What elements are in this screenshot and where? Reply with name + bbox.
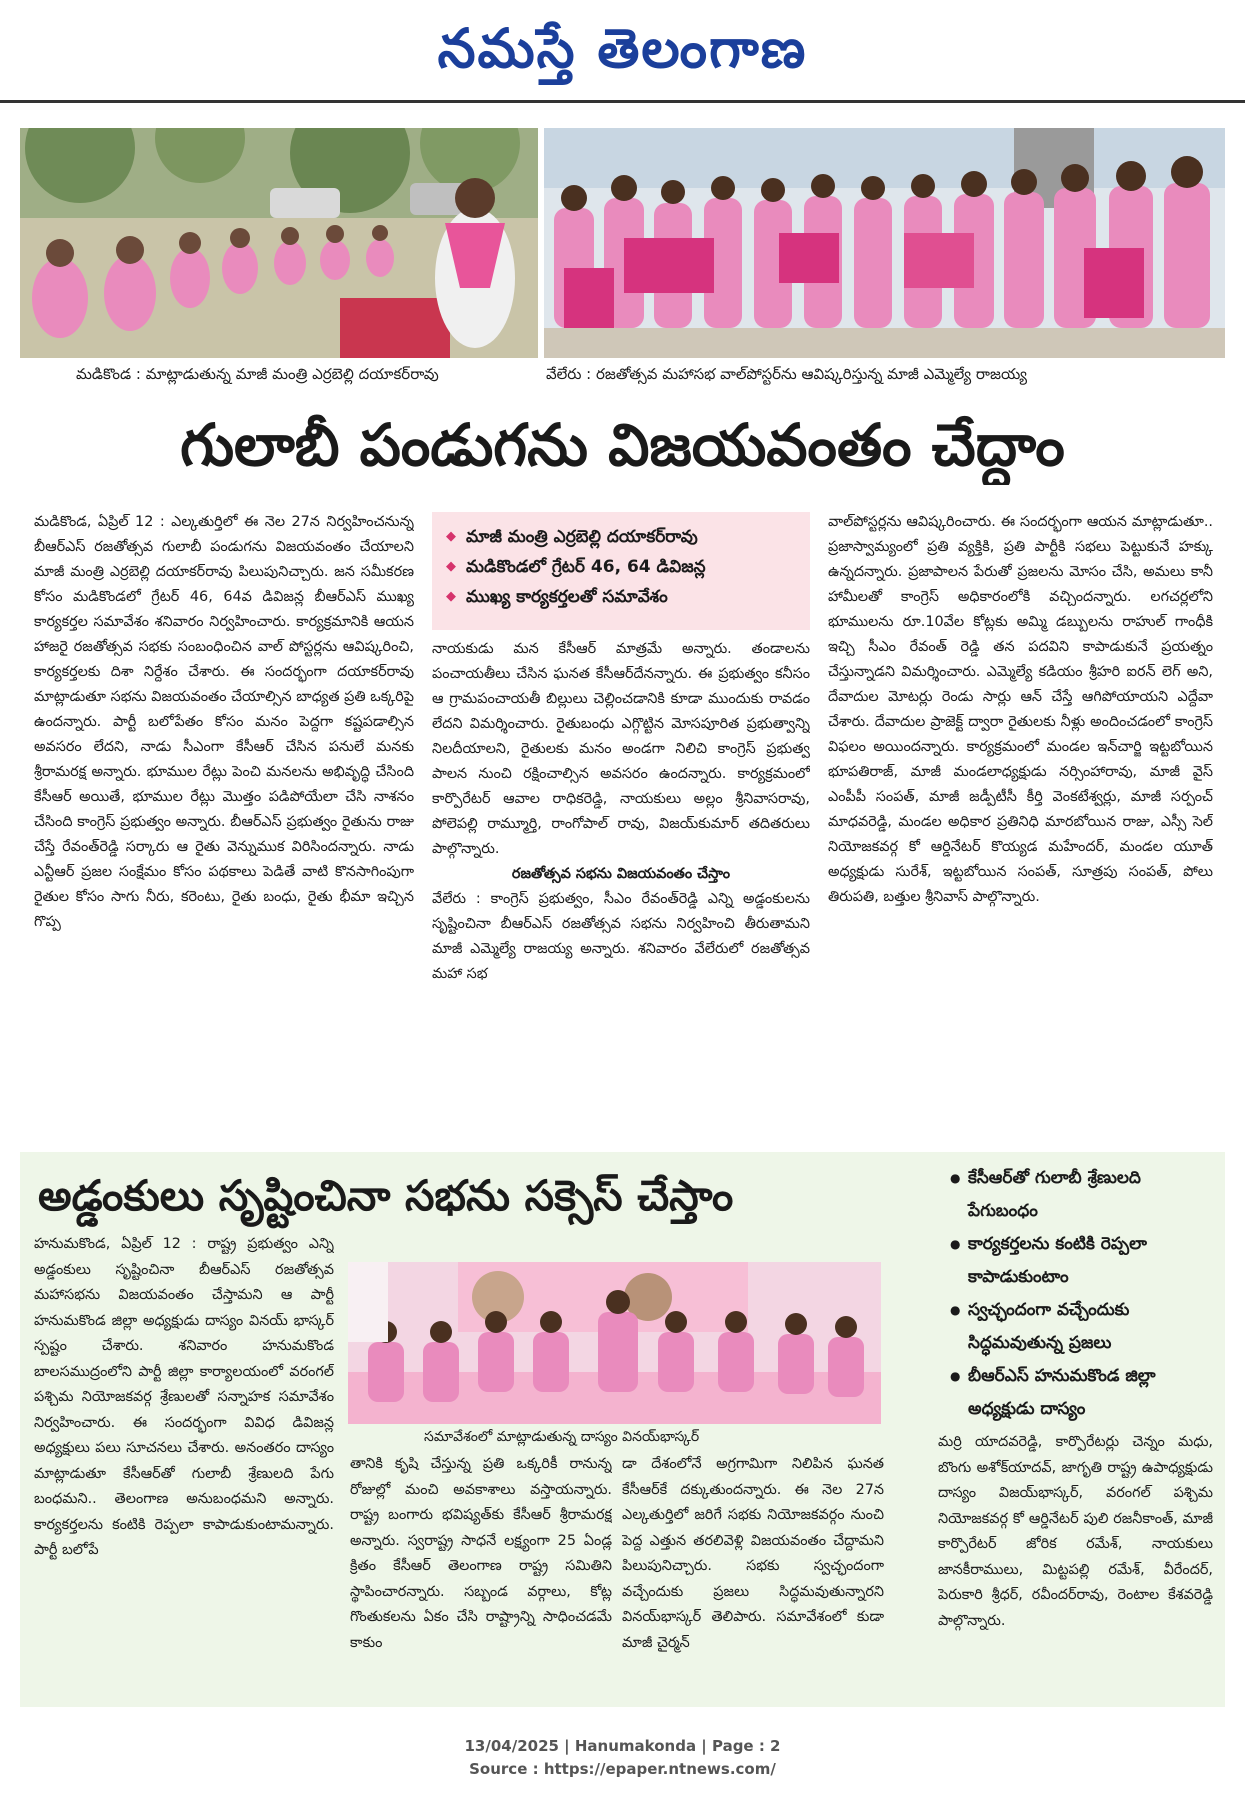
highlight-item: ◆ మాజీ మంత్రి ఎర్రబెల్లి దయాకర్‌రావు bbox=[446, 522, 796, 552]
press-meet-photo-icon bbox=[348, 1262, 881, 1424]
masthead bbox=[0, 0, 1245, 102]
second-story-column-1 bbox=[34, 1232, 334, 1707]
photo-caption-right: వేలేరు : రజతోత్సవ మహాసభ వాల్‌పోస్టర్‌ను ఆవిష్కరిస్తున్న మాజీ ఎమ్మెల్యే రాజయ్య bbox=[546, 365, 1027, 383]
photo-press-meet bbox=[348, 1262, 881, 1424]
poster-photo-icon bbox=[544, 128, 1225, 358]
press-meet-caption: సమావేశంలో మాట్లాడుతున్న దాస్యం వినయ్‌భాస్కర్ bbox=[424, 1429, 700, 1445]
highlight-item: ◆ మడికొండలో గ్రేటర్ 46, 64 డివిజన్ల bbox=[446, 552, 796, 582]
bullet-item: ● బీఆర్‌ఎస్ హనుమకొండ జిల్లా అధ్యక్షుడు దాస్యం bbox=[950, 1360, 1210, 1426]
main-story-text-2b: వేలేరు : కాంగ్రెస్ ప్రభుత్వం, సీఎం రేవంత్‌రెడ్డి ఎన్ని అడ్డంకులను సృష్టించినా బీఆర్‌ఎస్ రజతోత్సవ సభను నిర్వహించి తీరుతామని మాజీ ఎమ్మెల్యే రాజయ్య అన్నారు. శనివారం వేలేరులో రజతోత్సవ మహా సభ bbox=[432, 891, 810, 982]
main-story-column-1 bbox=[34, 510, 414, 1146]
second-story-column-4 bbox=[938, 1430, 1213, 1707]
newspaper-title: నమస్తే తెలంగాణ bbox=[437, 16, 808, 80]
bullet-item: ● కార్యకర్తలను కంటికి రెప్పలా కాపాడుకుంటాం bbox=[950, 1228, 1210, 1294]
footer-source-link[interactable]: Source : https://epaper.ntnews.com/ bbox=[469, 1760, 776, 1778]
main-story-column-3 bbox=[828, 510, 1213, 1146]
second-story-bullets bbox=[950, 1162, 1210, 1426]
newspaper-page bbox=[20, 130, 1225, 1722]
highlight-item-continued: ◆ ముఖ్య కార్యకర్తలతో సమావేశం bbox=[446, 582, 796, 612]
second-story-text-2: తానికి కృషి చేస్తున్న ప్రతి ఒక్కరికీ రానున్న రోజుల్లో మంచి అవకాశాలు వస్తాయన్నారు. రాష్ట్ర బంగారు భవిష్యత్‌కు కేసీఆర్ శ్రీరామరక్ష అన్నారు. స్వరాష్ట్ర సాధనే లక్ష్యంగా 25 ఏండ్ల క్రితం కేసీఆర్ తెలంగాణ రాష్ట్ర సమితిని స్థాపించారన్నారు. సబ్బండ వర్గాలు, కోట్ల గొంతుకలను ఏకం చేసి రాష్ట్రాన్ని సాధించడమే కాకుం bbox=[350, 1456, 612, 1651]
main-story-text-1: మడికొండ, ఏప్రిల్ 12 : ఎల్కతుర్తిలో ఈ నెల 27న నిర్వహించనున్న బీఆర్‌ఎస్ రజతోత్సవ గులాబీ పండుగను విజయవంతం చేయాలని మాజీ మంత్రి ఎర్రబెల్లి దయాకర్‌రావు పిలుపునిచ్చారు. జన సమీకరణ కోసం మడికొండలో గ్రేటర్ 46, 64వ డివిజన్ల బీఆర్‌ఎస్ ముఖ్య కార్యకర్తల సమావేశం శనివారం నిర్వహించారు. కార్యక్రమానికి ఆయన హాజరై రజతోత్సవ సభకు సంబంధించిన వాల్ పోస్టర్లను ఆవిష్కరించి, కార్యకర్తలకు దిశా నిర్దేశం చేశారు. ఈ సందర్భంగా దయాకర్‌రావు మాట్లాడుతూ సభను విజయవంతం చేయాల్సిన బాధ్యత ప్రతి ఒక్కరిపై ఉందన్నారు. పార్టీ బలోపేతం కోసం మనం పెద్దగా కష్టపడాల్సిన అవసరం లేదని, నాడు సీఎంగా కేసీఆర్ చేసిన పనులే మనకు శ్రీరామరక్ష అన్నారు. భూముల రేట్లు పెంచి మనలను అభివృద్ధి చేసింది కేసీఆర్ అయితే, భూముల రేట్లు మొత్తం పడిపోయేలా చేసి నాశనం చేసింది కాంగ్రెస్ ప్రభుత్వం అన్నారు. బీఆర్‌ఎస్ ప్రభుత్వం రైతును రాజు చేస్తే రేవంత్‌రెడ్డి సర్కారు ఆ రైతు వెన్నుముక విరిసిందన్నారు. నాడు ఎన్టీఆర్ ప్రజల సంక్షేమం కోసం పథకాలు పెడితే వాటి కొనసాగింపుగా రైతుల కోసం సాగు నీరు, కరెంటు, రైతు బంధు, రైతు భీమా ఇచ్చిన గొప్ప bbox=[34, 514, 414, 930]
main-story-text-3: వాల్‌పోస్టర్లను ఆవిష్కరించారు. ఈ సందర్భంగా ఆయన మాట్లాడుతూ.. ప్రజాస్వామ్యంలో ప్రతి వ్యక్తికి, ప్రతి పార్టీకి సభలు పెట్టుకునే హక్కు ఉన్నదన్నారు. ప్రజాపాలన పేరుతో ప్రజలను మోసం చేసి, అమలు కానీ హామీలతో కాంగ్రెస్ అధికారంలోకి వచ్చిందన్నారు. లగచర్లలోని భూములను రూ.10వేల కోట్లకు అమ్మి డబ్బులను రాహుల్ గాంధీకి ఇచ్చి సీఎం రేవంత్ రెడ్డి తన పదవిని కాపాడుకునే ప్రయత్నం చేస్తున్నాడని విమర్శించారు. ఎమ్మెల్యే కడియం శ్రీహరి ఐరన్ లెగ్ అని, దేవాదుల మోటర్లు రెండు సార్లు ఆన్ చేస్తే ఆగిపోయాయని ఎద్దేవా చేశారు. దేవాదుల ప్రాజెక్ట్ ద్వారా రైతులకు నీళ్లు అందించడంలో కాంగ్రెస్ విఫలం అయిందన్నారు. కార్యక్రమంలో మండల ఇన్‌చార్జి ఇట్టబోయిన భూపతిరాజ్, మాజీ మండలాధ్యక్షుడు నర్సింహారావు, మాజీ వైస్ ఎంపీపీ సంపత్, మాజీ జడ్పీటీసీ కీర్తి వెంకటేశ్వర్లు, మాజీ సర్పంచ్ మాధవరెడ్డి, మండల అధికార ప్రతినిధి మారబోయిన రాజు, ఎస్సీ సెల్ నియోజకవర్గ కో ఆర్డినేటర్ కొయ్యడ మహేందర్, మండల యూత్ అధ్యక్షుడు సురేశ్, ఇట్టబోయిన సంపత్, సూత్రపు సంపత్, పోలు తిరుపతి, బత్తుల శ్రీనివాస్ పాల్గొన్నారు. bbox=[828, 514, 1213, 905]
bullet-item: ● స్వచ్ఛందంగా వచ్చేందుకు సిద్ధమవుతున్న ప్రజలు bbox=[950, 1294, 1210, 1360]
second-story-column-2 bbox=[350, 1452, 612, 1707]
main-story-column-2 bbox=[432, 637, 810, 1147]
second-headline: అడ్డంకులు సృష్టించినా సభను సక్సెస్ చేస్తాం bbox=[38, 1171, 734, 1220]
main-headline: గులాబీ పండుగను విజయవంతం చేద్దాం bbox=[180, 411, 1065, 479]
second-story-column-3 bbox=[622, 1452, 884, 1707]
masthead-divider bbox=[0, 100, 1245, 103]
main-story-text-2: నాయకుడు మన కేసీఆర్ మాత్రమే అన్నారు. తండాలను పంచాయతీలు చేసిన ఘనత కేసీఆర్‌దేనన్నారు. ఈ ప్రభుత్వం కనీసం ఆ గ్రామపంచాయతీ బిల్లులు చెల్లించడానికి కూడా ముందుకు రావడం లేదని విమర్శించారు. రైతుబంధు ఎగ్గొట్టిన మోసపూరిత ప్రభుత్వాన్ని నిలదీయాలని, రైతులకు మనం అండగా నిలిచి కాంగ్రెస్ ప్రభుత్వ పాలన నుంచి రక్షించాల్సిన అవసరం ఉందన్నారు. కార్యక్రమంలో కార్పొరేటర్ ఆవాల రాధికరెడ్డి, నాయకులు అల్లం శ్రీనివాసరావు, పోలెపల్లి రామ్మూర్తి, రాంగోపాల్ రావు, విజయ్‌కుమార్ తదితరులు పాల్గొన్నారు. bbox=[432, 641, 810, 857]
second-story-text-4: మర్రి యాదవరెడ్డి, కార్పొరేటర్లు చెన్నం మధు, బొంగు అశోక్‌యాదవ్, జాగృతి రాష్ట్ర ఉపాధ్యక్షుడు దాస్యం విజయ్‌భాస్కర్, వరంగల్ పశ్చిమ నియోజకవర్గ కో ఆర్డినేటర్ పులి రజనీకాంత్, మాజీ కార్పొరేటర్ జోరిక రమేశ్, నాయకులు జానకీరాములు, మిట్టపల్లి రమేశ్, వీరేందర్, పెరుకారి శ్రీధర్, రవీందర్‌రావు, రెంటాల కేశవరెడ్డి పాల్గొన్నారు. bbox=[938, 1434, 1213, 1629]
photo-caption-left: మడికొండ : మాట్లాడుతున్న మాజీ మంత్రి ఎర్రబెల్లి దయాకర్‌రావు bbox=[76, 365, 439, 383]
photo-poster-release bbox=[544, 128, 1225, 358]
second-story-text-3: డా దేశంలోనే అగ్రగామిగా నిలిపిన ఘనత కేసీఆర్‌కే దక్కుతుందన్నారు. ఈ నెల 27న ఎల్కతుర్తిలో జరిగే సభకు నియోజకవర్గం నుంచి పెద్ద ఎత్తున తరలివెళ్లి విజయవంతం చేద్దామని పిలుపునిచ్చారు. సభకు స్వచ్ఛందంగా వచ్చేందుకు ప్రజలు సిద్ధమవుతున్నారని వినయ్‌భాస్కర్ తెలిపారు. సమావేశంలో కుడా మాజీ చైర్మన్ bbox=[622, 1456, 884, 1651]
page-footer bbox=[0, 1735, 1245, 1781]
meeting-photo-icon bbox=[20, 128, 538, 358]
main-story-highlights bbox=[432, 512, 810, 630]
photo-outdoor-meeting bbox=[20, 128, 538, 358]
footer-date-edition: 13/04/2025 | Hanumakonda | Page : 2 bbox=[464, 1737, 781, 1755]
sub-story-heading: రజతోత్సవ సభను విజయవంతం చేస్తాం bbox=[511, 866, 731, 882]
bullet-item: ● కేసీఆర్‌తో గులాబీ శ్రేణులది పేగుబంధం bbox=[950, 1162, 1210, 1228]
second-story-text-1: హనుమకొండ, ఏప్రిల్ 12 : రాష్ట్ర ప్రభుత్వం ఎన్ని అడ్డంకులు సృష్టించినా బీఆర్‌ఎస్ రజతోత్సవ మహాసభను విజయవంతం చేస్తామని ఆ పార్టీ హనుమకొండ జిల్లా అధ్యక్షుడు దాస్యం వినయ్ భాస్కర్ స్పష్టం చేశారు. శనివారం హనుమకొండ బాలసముద్రంలోని పార్టీ జిల్లా కార్యాలయంలో వరంగల్ పశ్చిమ నియోజకవర్గ శ్రేణులతో సన్నాహక సమావేశం నిర్వహించారు. ఈ సందర్భంగా వివిధ డివిజన్ల అధ్యక్షులు పలు సూచనలు చేశారు. అనంతరం దాస్యం మాట్లాడుతూ కేసీఆర్‌తో గులాబీ శ్రేణులది పేగు బంధమని.. తెలంగాణ అనుబంధమని అన్నారు. కార్యకర్తలను కంటికి రెప్పలా కాపాడుకుంటామన్నారు. పార్టీ బలోపే bbox=[34, 1236, 334, 1558]
